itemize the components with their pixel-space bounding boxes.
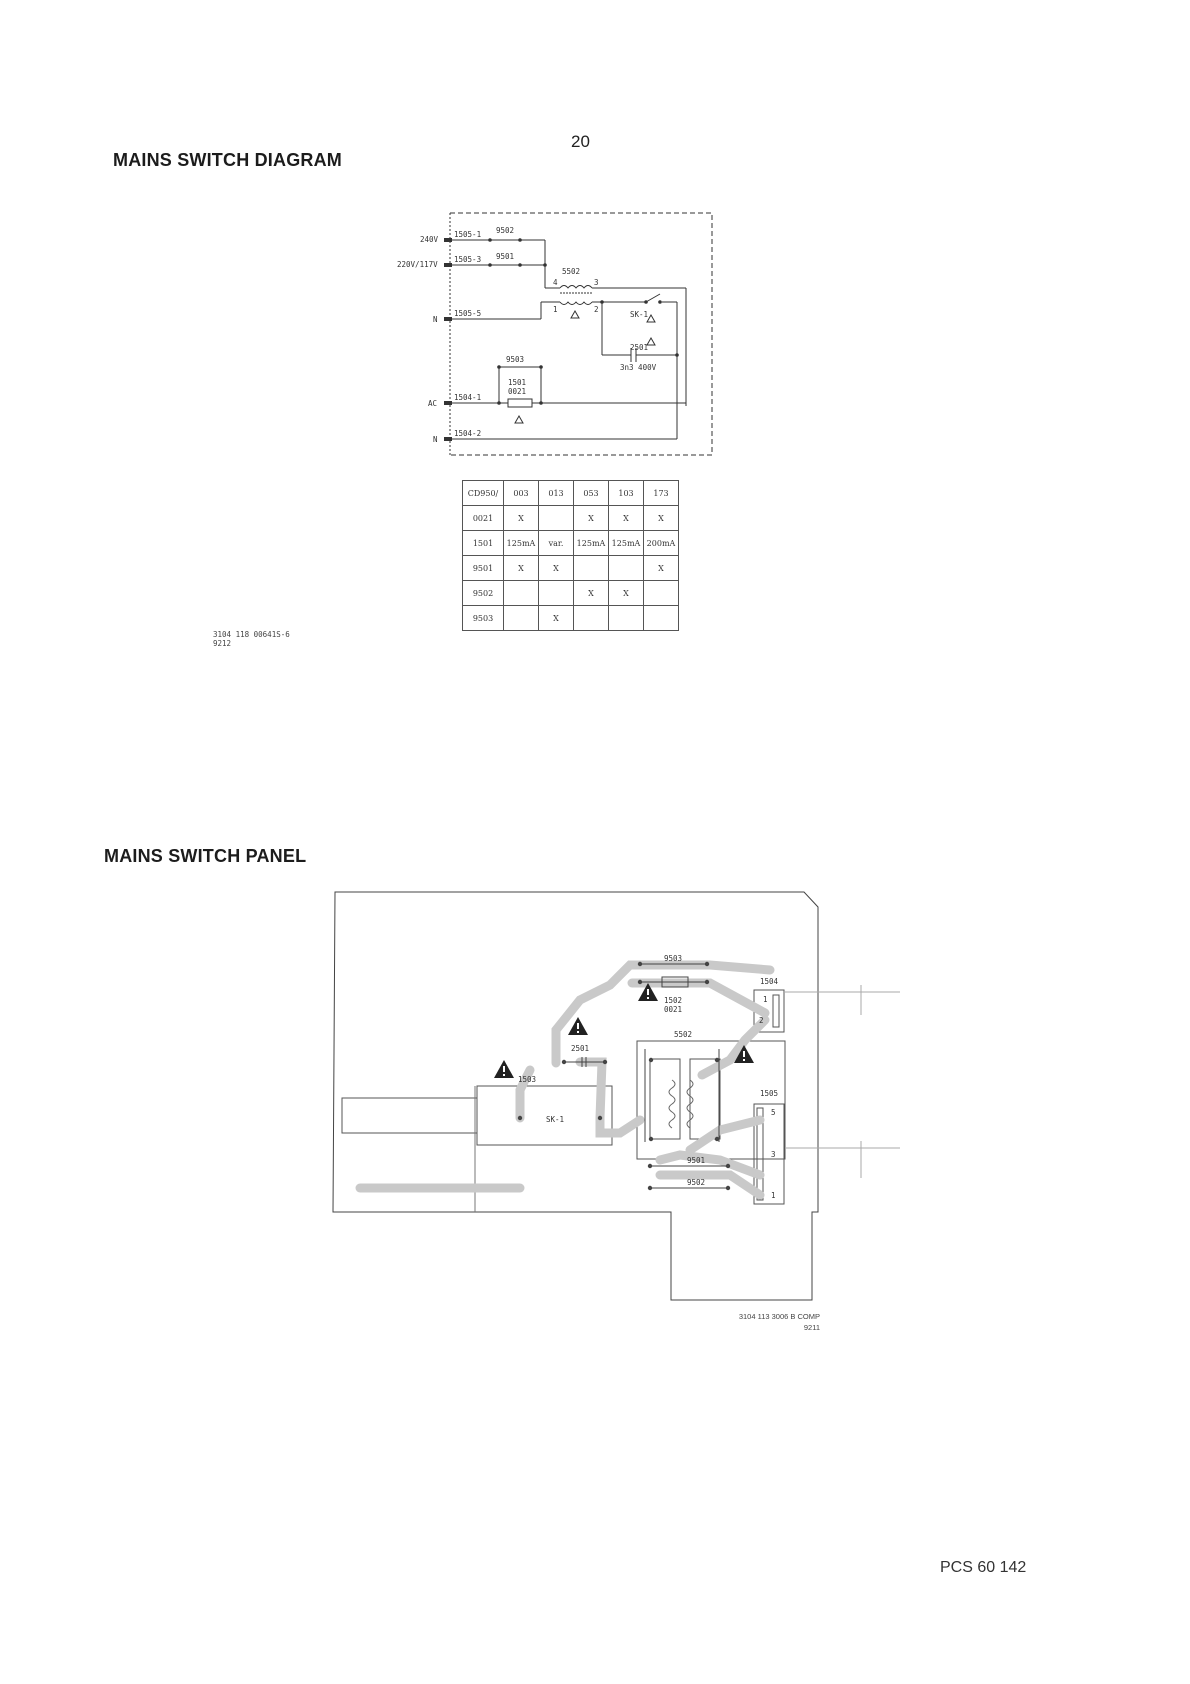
- terminal-1505-3: 1505-3: [454, 255, 482, 264]
- panel-document-code: [700, 1311, 820, 1333]
- part-0021-label: 0021: [508, 387, 527, 396]
- part-9502-label: 9502: [496, 226, 515, 235]
- version-options-table: [462, 480, 679, 631]
- connector-pin: 3: [771, 1150, 776, 1159]
- terminal-1504-2: 1504-2: [454, 429, 482, 438]
- panel-part-1504: 1504: [760, 977, 779, 986]
- table-cell: 9503: [463, 606, 504, 631]
- input-240v-label: 240V: [420, 235, 439, 244]
- table-cell: var.: [539, 531, 574, 556]
- input-n2-label: N: [433, 435, 438, 444]
- table-cell: X: [644, 556, 679, 581]
- part-9503-label: 9503: [506, 355, 525, 364]
- table-row: [463, 531, 679, 556]
- document-footer-code: PCS 60 142: [940, 1559, 1027, 1576]
- panel-code-line: 9211: [803, 1323, 820, 1332]
- table-cell: 013: [539, 481, 574, 506]
- input-n-label: N: [433, 315, 438, 324]
- connector-pin: 1: [771, 1191, 776, 1200]
- diagram-document-code: [213, 630, 290, 648]
- table-row: [463, 606, 679, 631]
- diagram-code-line: 3104 118 00641S-6: [213, 630, 290, 639]
- table-cell: 053: [574, 481, 609, 506]
- table-header-row: [463, 481, 679, 506]
- table-cell: X: [609, 581, 644, 606]
- table-cell: 0021: [463, 506, 504, 531]
- table-cell: [609, 606, 644, 631]
- table-cell: X: [539, 606, 574, 631]
- table-cell: 200mA: [644, 531, 679, 556]
- table-cell: 003: [504, 481, 539, 506]
- table-cell: 125mA: [574, 531, 609, 556]
- table-cell: CD950/: [463, 481, 504, 506]
- table-row: [463, 556, 679, 581]
- panel-code-line: 3104 113 3006 B COMP: [738, 1312, 820, 1321]
- part-9501-label: 9501: [496, 252, 515, 261]
- table-cell: X: [574, 506, 609, 531]
- panel-part-0021: 0021: [664, 1005, 683, 1014]
- mains-switch-panel-heading: MAINS SWITCH PANEL: [104, 846, 307, 866]
- panel-part-9503: 9503: [664, 954, 683, 963]
- table-cell: 1501: [463, 531, 504, 556]
- diagram-code-line: 9212: [213, 639, 232, 648]
- warning-icon: [494, 1060, 514, 1078]
- mains-switch-panel-layout: [320, 880, 950, 1320]
- terminal-1504-1: 1504-1: [454, 393, 482, 402]
- table-cell: 173: [644, 481, 679, 506]
- table-row: [463, 581, 679, 606]
- panel-part-9501: 9501: [687, 1156, 706, 1165]
- table-cell: [504, 581, 539, 606]
- table-row: [463, 506, 679, 531]
- terminal-1505-5: 1505-5: [454, 309, 482, 318]
- panel-part-1502: 1502: [664, 996, 683, 1005]
- table-cell: X: [609, 506, 644, 531]
- panel-switch-sk1: SK-1: [546, 1115, 565, 1124]
- table-cell: [539, 581, 574, 606]
- connector-pin: 5: [771, 1108, 776, 1117]
- table-cell: [609, 556, 644, 581]
- terminal-1505-1: 1505-1: [454, 230, 482, 239]
- table-cell: X: [574, 581, 609, 606]
- connector-pin: 1: [763, 995, 768, 1004]
- table-cell: 125mA: [609, 531, 644, 556]
- table-cell: 9501: [463, 556, 504, 581]
- pin-4-label: 4: [553, 278, 558, 287]
- warning-icon: [568, 1017, 588, 1035]
- table-cell: X: [504, 556, 539, 581]
- part-1501-label: 1501: [508, 378, 527, 387]
- panel-part-5502: 5502: [674, 1030, 693, 1039]
- table-cell: 103: [609, 481, 644, 506]
- table-cell: [539, 506, 574, 531]
- part-2501-label: 2501: [630, 343, 649, 352]
- page-number: 20: [571, 132, 590, 151]
- connector-pin: 2: [759, 1016, 764, 1025]
- pin-3-label: 3: [594, 278, 599, 287]
- table-cell: [644, 606, 679, 631]
- panel-part-2501: 2501: [571, 1044, 590, 1053]
- input-ac-label: AC: [428, 399, 438, 408]
- table-cell: X: [539, 556, 574, 581]
- table-cell: [574, 606, 609, 631]
- table-cell: 9502: [463, 581, 504, 606]
- mains-switch-diagram-heading: MAINS SWITCH DIAGRAM: [113, 150, 342, 170]
- pin-1-label: 1: [553, 305, 558, 314]
- mains-switch-schematic: [380, 200, 720, 460]
- input-220v-label: 220V/117V: [397, 260, 438, 269]
- panel-part-9502: 9502: [687, 1178, 706, 1187]
- panel-part-1503: 1503: [518, 1075, 537, 1084]
- table-cell: 125mA: [504, 531, 539, 556]
- table-cell: [574, 556, 609, 581]
- table-cell: [644, 581, 679, 606]
- capacitor-value-label: 3n3 400V: [620, 363, 657, 372]
- table-cell: [504, 606, 539, 631]
- part-5502-label: 5502: [562, 267, 581, 276]
- table-cell: X: [504, 506, 539, 531]
- table-cell: X: [644, 506, 679, 531]
- pin-2-label: 2: [594, 305, 599, 314]
- panel-part-1505: 1505: [760, 1089, 779, 1098]
- switch-sk1-label: SK-1: [630, 310, 649, 319]
